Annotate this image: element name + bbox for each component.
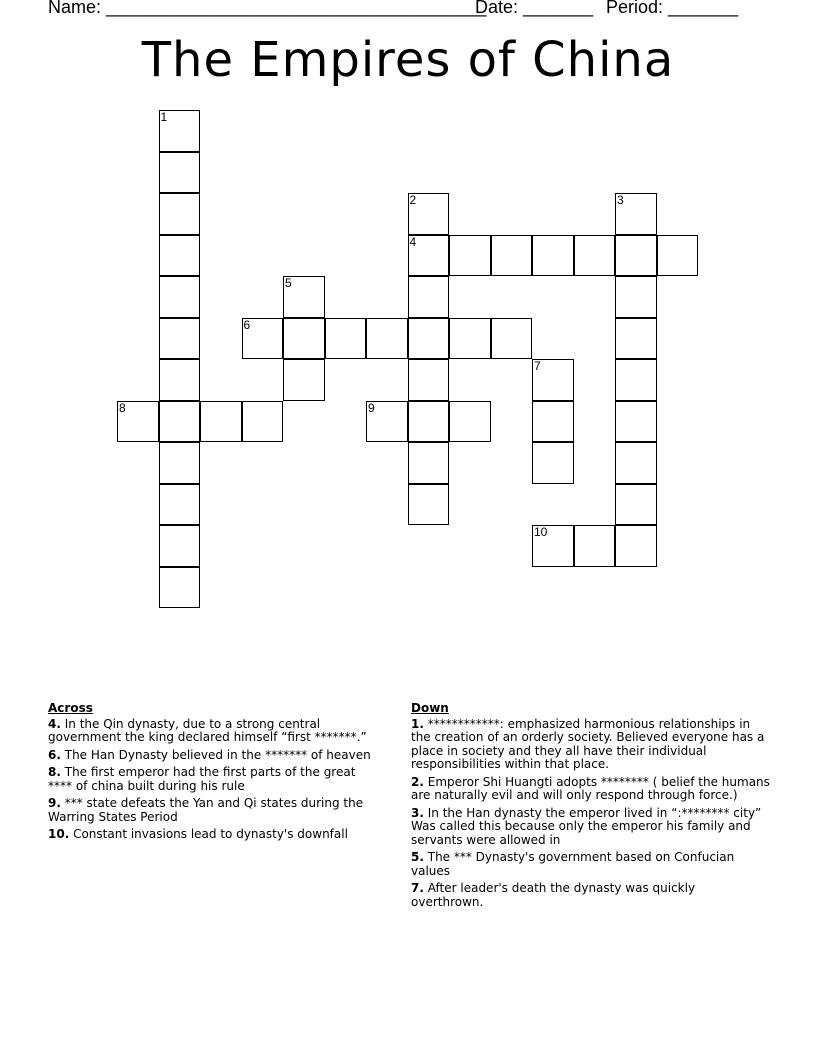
clue-text: ************: emphasized harmonious relationships in the creation of an orderly society. Believed everyone has a place in society and they all have their individual responsibilities within that place. — [411, 716, 765, 771]
down-clue — [411, 807, 771, 848]
crossword-cell[interactable] — [366, 318, 408, 360]
crossword-cell[interactable] — [159, 193, 201, 235]
crossword-cell[interactable] — [159, 401, 201, 443]
crossword-cell[interactable] — [408, 401, 450, 443]
clue-number: 3. — [411, 805, 424, 820]
clue-text: The Han Dynasty believed in the ******* of heaven — [60, 747, 371, 762]
crossword-cell[interactable] — [449, 318, 491, 360]
clue-text: Constant invasions lead to dynasty's downfall — [69, 827, 348, 841]
down-clue — [411, 851, 771, 878]
crossword-cell-7[interactable] — [532, 359, 574, 401]
crossword-cell-3[interactable] — [615, 193, 657, 235]
down-clue — [411, 718, 771, 772]
date-field[interactable]: Date: _______ — [475, 0, 594, 17]
clue-number: 10 — [534, 525, 548, 539]
clue-text: The *** Dynasty's government based on Confucian values — [411, 850, 735, 878]
crossword-cell[interactable] — [615, 235, 657, 277]
clue-number: 1. — [411, 716, 424, 731]
clue-text: The first emperor had the first parts of the great **** of china built during his rule — [48, 765, 356, 793]
clue-number: 6 — [243, 317, 251, 332]
crossword-cell[interactable] — [159, 235, 201, 277]
crossword-cell[interactable] — [491, 318, 533, 360]
crossword-cell-4[interactable] — [408, 235, 450, 277]
clue-number: 6. — [48, 747, 61, 762]
clue-number: 1 — [160, 110, 168, 124]
crossword-cell[interactable] — [449, 235, 491, 277]
clue-text: In the Han dynasty the emperor lived in “:******** city” Was called this because only the emperor his family and servants were allowed in — [411, 805, 762, 847]
clue-number: 4. — [48, 716, 61, 731]
clue-number: 9. — [48, 796, 61, 810]
crossword-cell[interactable] — [615, 318, 657, 360]
crossword-cell[interactable] — [159, 484, 201, 526]
crossword-cell[interactable] — [408, 484, 450, 526]
period-field[interactable]: Period: _______ — [606, 0, 739, 17]
name-field[interactable]: Name: ______________________________________ — [48, 0, 487, 17]
crossword-cell[interactable] — [408, 359, 450, 401]
crossword-cell[interactable] — [200, 401, 242, 443]
crossword-cell[interactable] — [574, 525, 616, 567]
crossword-cell[interactable] — [491, 235, 533, 277]
crossword-cell-2[interactable] — [408, 193, 450, 235]
crossword-cell[interactable] — [408, 318, 450, 360]
crossword-cell[interactable] — [159, 442, 201, 484]
crossword-cell[interactable] — [615, 276, 657, 318]
clue-text: Emperor Shi Huangti adopts ******** ( belief the humans are naturally evil and will only respond through force.) — [411, 774, 770, 802]
crossword-cell-1[interactable] — [159, 110, 201, 152]
crossword-cell[interactable] — [325, 318, 367, 360]
crossword-cell[interactable] — [159, 525, 201, 567]
clue-text: After leader's death the dynasty was quickly overthrown. — [411, 881, 696, 909]
crossword-cell[interactable] — [532, 235, 574, 277]
crossword-cell[interactable] — [615, 442, 657, 484]
clue-number: 7 — [534, 359, 541, 373]
clue-number: 7. — [411, 881, 424, 895]
page-title: The Empires of China — [141, 32, 675, 88]
clue-number: 5. — [411, 850, 424, 864]
clue-number: 10. — [48, 827, 70, 841]
crossword-cell[interactable] — [615, 484, 657, 526]
crossword-cell[interactable] — [159, 567, 201, 609]
crossword-cell[interactable] — [283, 359, 325, 401]
crossword-cell-5[interactable] — [283, 276, 325, 318]
crossword-cell[interactable] — [242, 401, 284, 443]
across-clue — [48, 749, 378, 763]
crossword-cell[interactable] — [615, 401, 657, 443]
clue-number: 3 — [617, 193, 624, 207]
across-heading: Across — [48, 701, 93, 715]
clue-number: 2. — [411, 774, 424, 789]
crossword-cell-9[interactable] — [366, 401, 408, 443]
crossword-cell[interactable] — [408, 276, 450, 318]
down-heading: Down — [411, 701, 449, 715]
crossword-cell[interactable] — [574, 235, 616, 277]
crossword-cell[interactable] — [615, 359, 657, 401]
clue-text: In the Qin dynasty, due to a strong central government the king declared himself “first *******.” — [48, 716, 367, 744]
crossword-cell[interactable] — [283, 318, 325, 360]
crossword-cell[interactable] — [408, 442, 450, 484]
clue-number: 4 — [409, 234, 417, 249]
crossword-cell[interactable] — [449, 401, 491, 443]
crossword-cell[interactable] — [159, 359, 201, 401]
across-clue — [48, 718, 378, 745]
crossword-cell[interactable] — [657, 235, 699, 277]
crossword-cell[interactable] — [159, 318, 201, 360]
clue-number: 2 — [409, 193, 417, 207]
crossword-cell-6[interactable] — [242, 318, 284, 360]
crossword-cell[interactable] — [532, 442, 574, 484]
clue-number: 9 — [368, 400, 375, 415]
crossword-cell[interactable] — [532, 401, 574, 443]
crossword-cell-10[interactable] — [532, 525, 574, 567]
clue-number: 5 — [285, 276, 292, 290]
crossword-cell[interactable] — [159, 276, 201, 318]
across-clue — [48, 797, 378, 824]
clue-number: 8. — [48, 765, 61, 779]
clue-number: 8 — [119, 400, 126, 415]
across-clue — [48, 766, 378, 793]
crossword-cell-8[interactable] — [117, 401, 159, 443]
crossword-cell[interactable] — [159, 152, 201, 194]
across-clues — [48, 702, 378, 846]
crossword-cell[interactable] — [615, 525, 657, 567]
clue-text: *** state defeats the Yan and Qi states during the Warring States Period — [48, 796, 364, 824]
across-clue — [48, 828, 378, 842]
down-clues — [411, 702, 771, 913]
down-clue — [411, 882, 771, 909]
down-clue — [411, 776, 771, 803]
